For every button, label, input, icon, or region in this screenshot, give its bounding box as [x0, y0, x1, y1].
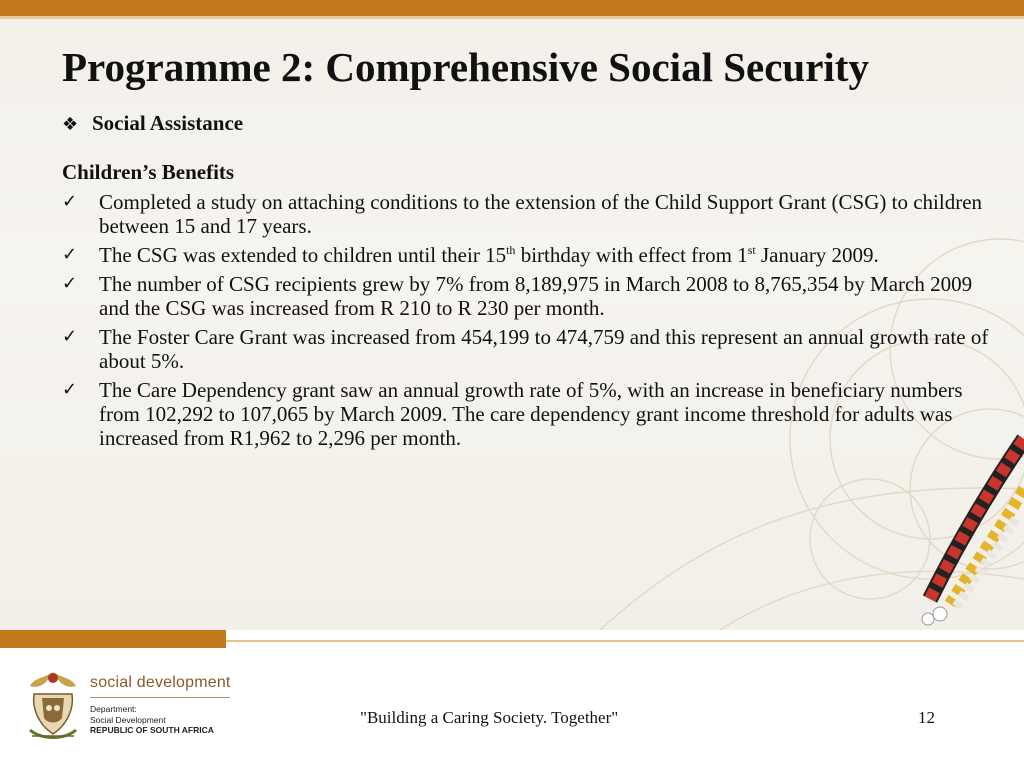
text-run: The CSG was extended to children until their 15	[99, 243, 507, 267]
benefit-item-text	[99, 325, 988, 373]
benefit-item-text	[99, 190, 982, 238]
text-run: Completed a study on attaching conditions to the extension of the Child Support Grant (CSG) to children between 15 and 17 years.	[99, 190, 983, 238]
benefit-item	[62, 378, 1002, 450]
benefit-item-text	[99, 272, 972, 320]
bead-necklace	[922, 439, 1024, 625]
coat-of-arms-icon	[24, 668, 82, 744]
department-block	[90, 704, 214, 736]
section-heading	[62, 110, 243, 138]
checkmark-icon: ✓	[62, 326, 78, 347]
bottom-accent-bar	[0, 630, 226, 648]
benefit-item	[62, 190, 1002, 238]
checkmark-icon: ✓	[62, 244, 78, 265]
top-accent-bar	[0, 0, 1024, 16]
checkmark-icon: ✓	[62, 191, 78, 212]
department-line-2: Social Development	[90, 714, 166, 725]
slide-title: Programme 2: Comprehensive Social Security	[62, 44, 869, 90]
diamond-bullet-icon: ❖	[62, 114, 79, 135]
checkmark-icon: ✓	[62, 273, 78, 294]
benefit-item	[62, 272, 1002, 320]
subheading: Children’s Benefits	[62, 160, 235, 184]
department-line-3: REPUBLIC OF SOUTH AFRICA	[90, 725, 214, 735]
text-run: January 2009.	[755, 243, 879, 267]
section-label: Social Assistance	[92, 111, 244, 135]
benefits-list	[62, 190, 1002, 455]
ordinal-suffix: th	[506, 243, 516, 257]
text-run: The Care Dependency grant saw an annual growth rate of 5%, with an increase in beneficiary numbers from 102,292 to 107,065 by March 2009. The care dependency grant income threshold for adults was increased from R1,962 to 2,296 per month.	[99, 378, 963, 450]
benefit-item-text	[99, 243, 879, 267]
department-line-1: Department:	[90, 704, 137, 714]
text-run: The Foster Care Grant was increased from 454,199 to 474,759 and this represent an annual growth rate of about 5%.	[99, 325, 989, 373]
footer-tagline: "Building a Caring Society. Together"	[360, 708, 619, 727]
benefit-item-text	[99, 378, 963, 450]
benefit-item	[62, 325, 1002, 373]
text-run: birthday with effect from 1	[515, 243, 748, 267]
text-run: The number of CSG recipients grew by 7% from 8,189,975 in March 2008 to 8,765,354 by March 2009 and the CSG was increased from R 210 to R 230 per month.	[99, 272, 973, 320]
benefit-item	[62, 243, 1002, 267]
checkmark-icon: ✓	[62, 379, 78, 400]
page-number: 12	[918, 708, 935, 727]
bottom-accent-line	[226, 640, 1024, 642]
ordinal-suffix: st	[747, 243, 756, 257]
brand-name: social development	[90, 674, 231, 691]
brand-divider	[90, 697, 230, 698]
